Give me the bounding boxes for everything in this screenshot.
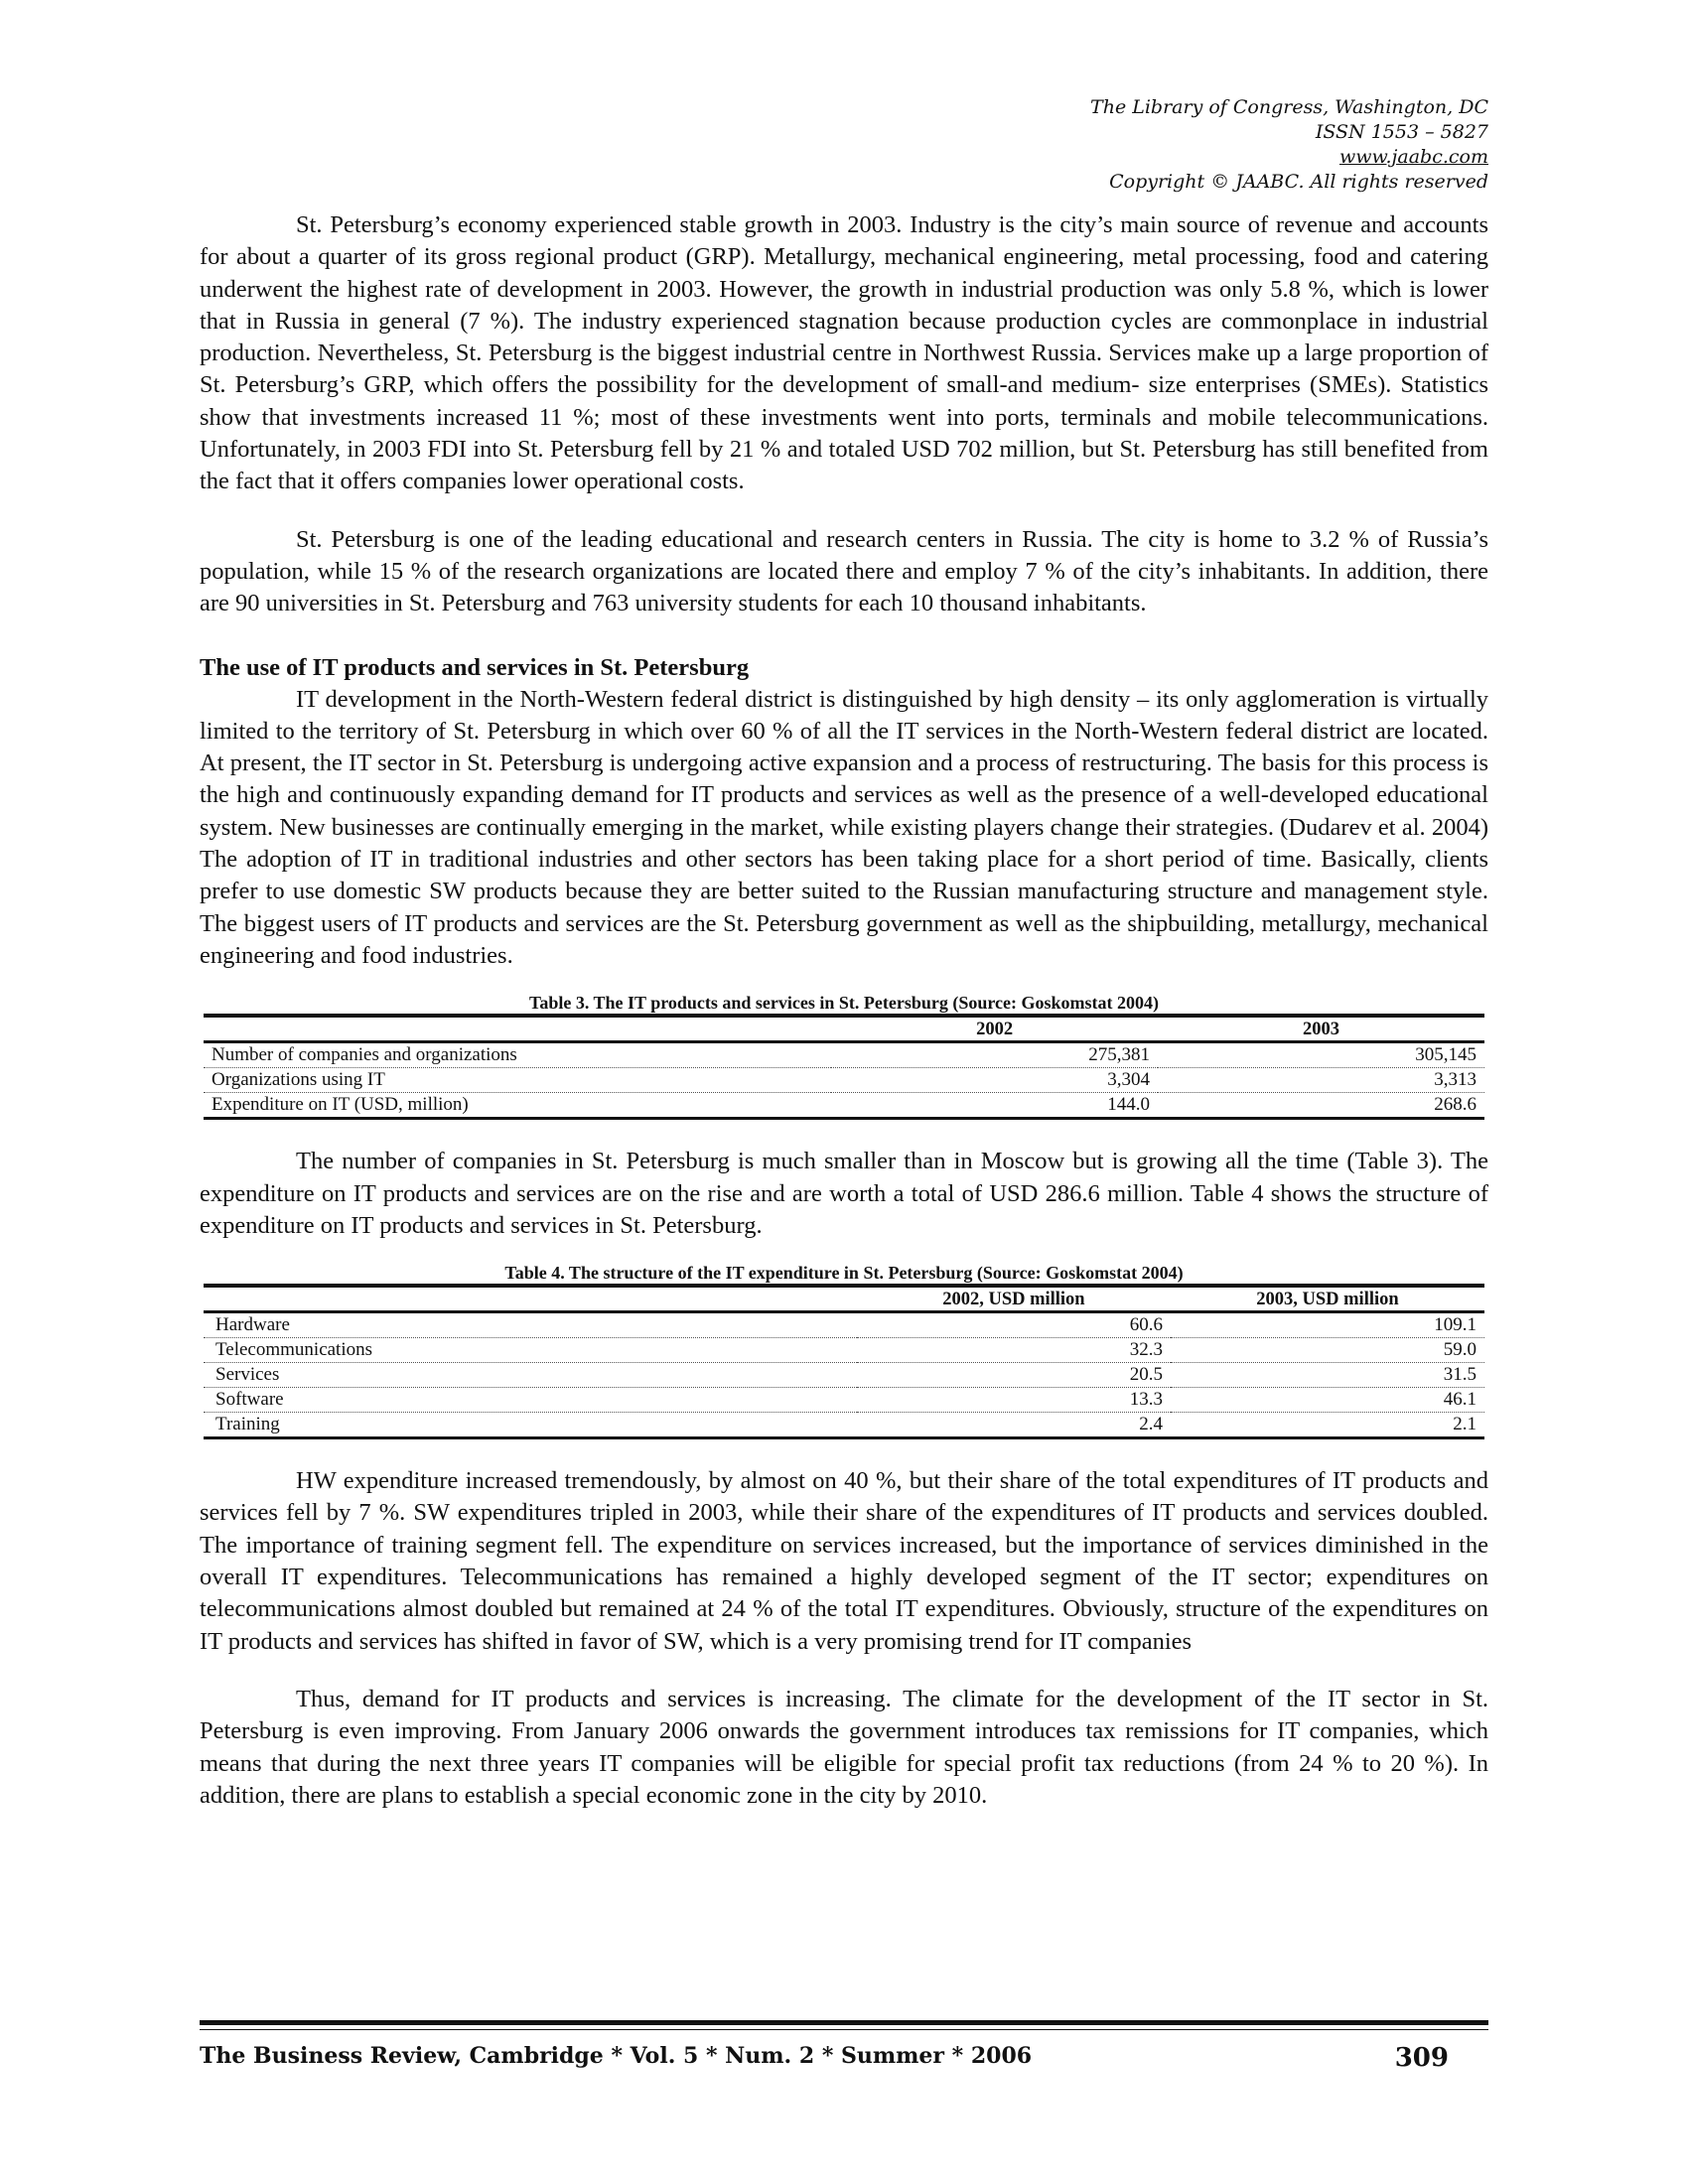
row-label: Expenditure on IT (USD, million) — [204, 1093, 831, 1119]
paragraph-hw-expenditure: HW expenditure increased tremendously, by almost on 40 %, but their share of the total expenditures of IT products and services fell by 7 %. SW expenditures tripled in 2003, while their share of the expenditures of IT products and services doubled. The importance of training segment fell. The expenditure on services increased, but the importance of services diminished in the overall IT expenditures. Telecommunications has remained a highly developed segment of the IT sector; expenditures on telecommunications almost doubled but remained at 24 % of the total IT expenditures. Obviously, structure of the expenditures on IT products and services has shifted in favor of SW, which is a very promising trend for IT companies — [200, 1467, 1488, 1655]
row-label: Hardware — [204, 1312, 857, 1338]
table-row — [204, 1042, 1484, 1068]
table3-header-2003: 2003 — [1303, 1020, 1340, 1040]
row-label: Number of companies and organizations — [204, 1042, 831, 1068]
footer-rule-thin — [200, 2029, 1488, 2030]
footer-rule-thick — [200, 2020, 1488, 2025]
value-2003: 268.6 — [1158, 1093, 1484, 1119]
row-label: Training — [204, 1413, 857, 1438]
table3-header-2002: 2002 — [976, 1020, 1014, 1040]
table4-header-row — [204, 1286, 1484, 1312]
header-library: The Library of Congress, Washington, DC — [1090, 96, 1488, 118]
table-row — [204, 1413, 1484, 1438]
paragraph-companies: The number of companies in St. Petersburg is much smaller than in Moscow but is growing all the time (Table 3). The expenditure on IT products and services are on the rise and are worth a total of USD 286.6 million. Table 4 shows the structure of expenditure on IT products and services in St. Petersburg. — [200, 1148, 1488, 1239]
value-2002: 20.5 — [857, 1363, 1171, 1388]
value-2003: 2.1 — [1171, 1413, 1484, 1438]
paragraph-education: St. Petersburg is one of the leading educational and research centers in Russia. The city is home to 3.2 % of Russia’s population, while 15 % of the research organizations are located there and employ 7 % of the city’s inhabitants. In addition, there are 90 universities in St. Petersburg and 763 university students for each 10 thousand inhabitants. — [200, 525, 1488, 617]
table4-header-2003: 2003, USD million — [1256, 1290, 1399, 1310]
table3-header-label — [204, 1016, 831, 1042]
table3-header-row — [204, 1016, 1484, 1042]
table-row — [204, 1388, 1484, 1413]
table-row — [204, 1363, 1484, 1388]
value-2002: 3,304 — [831, 1068, 1158, 1093]
footer-journal: The Business Review, Cambridge * Vol. 5 * Num. 2 * Summer * 2006 — [200, 2043, 1033, 2069]
header-issn: ISSN 1553 – 5827 — [1315, 121, 1488, 143]
value-2003: 31.5 — [1171, 1363, 1484, 1388]
value-2002: 144.0 — [831, 1093, 1158, 1119]
table-row — [204, 1312, 1484, 1338]
value-2003: 59.0 — [1171, 1338, 1484, 1363]
table3 — [204, 1014, 1484, 1120]
value-2002: 275,381 — [831, 1042, 1158, 1068]
value-2002: 2.4 — [857, 1413, 1171, 1438]
table4-header-label — [204, 1286, 857, 1312]
value-2003: 3,313 — [1158, 1068, 1484, 1093]
table-row — [204, 1338, 1484, 1363]
table-row — [204, 1093, 1484, 1119]
page-header — [1090, 95, 1488, 195]
page-footer — [200, 2043, 1488, 2073]
paragraph-economy: St. Petersburg’s economy experienced stable growth in 2003. Industry is the city’s main source of revenue and accounts for about a quarter of its gross regional product (GRP). Metallurgy, mechanical engineering, metal processing, food and catering underwent the highest rate of development in 2003. However, the growth in industrial production was only 5.8 %, which is lower that in Russia in general (7 %). The industry experienced stagnation because production cycles are commonplace in industrial production. Nevertheless, St. Petersburg is the biggest industrial centre in Northwest Russia. Services make up a large proportion of St. Petersburg’s GRP, which offers the possibility for the development of small-and medium- size enterprises (SMEs). Statistics show that investments increased 11 %; most of these investments went into ports, terminals and mobile telecommunications. Unfortunately, in 2003 FDI into St. Petersburg fell by 21 % and totaled USD 702 million, but St. Petersburg has still benefited from the fact that it offers companies lower operational costs. — [200, 211, 1488, 495]
paragraph-it-development: IT development in the North-Western federal district is distinguished by high density – its only agglomeration is virtually limited to the territory of St. Petersburg in which over 60 % of all the IT services in the North-Western federal district are located. At present, the IT sector in St. Petersburg is undergoing active expansion and a process of restructuring. The basis for this process is the high and continuously expanding demand for IT products and services as well as the presence of a well-developed educational system. New businesses are continually emerging in the market, while existing players change their strategies. (Dudarev et al. 2004) The adoption of IT in traditional industries and other sectors has been taking place for a short period of time. Basically, clients prefer to use domestic SW products because they are better suited to the Russian manufacturing structure and management style. The biggest users of IT products and services are the St. Petersburg government as well as the shipbuilding, metallurgy, mechanical engineering and food industries. — [200, 685, 1488, 969]
header-website-link[interactable]: www.jaabc.com — [1338, 146, 1488, 168]
value-2002: 32.3 — [857, 1338, 1171, 1363]
table4 — [204, 1284, 1484, 1439]
page-number: 309 — [1394, 2043, 1449, 2073]
row-label: Organizations using IT — [204, 1068, 831, 1093]
value-2003: 305,145 — [1158, 1042, 1484, 1068]
value-2002: 13.3 — [857, 1388, 1171, 1413]
table-row — [204, 1068, 1484, 1093]
table3-caption: Table 3. The IT products and services in St. Petersburg (Source: Goskomstat 2004) — [528, 993, 1160, 1014]
article-body — [200, 209, 1488, 1812]
table4-header-2002: 2002, USD million — [942, 1290, 1085, 1310]
value-2003: 109.1 — [1171, 1312, 1484, 1338]
row-label: Telecommunications — [204, 1338, 857, 1363]
section-heading: The use of IT products and services in St. Petersburg — [200, 653, 750, 681]
row-label: Software — [204, 1388, 857, 1413]
value-2002: 60.6 — [857, 1312, 1171, 1338]
paragraph-demand: Thus, demand for IT products and services is increasing. The climate for the development of the IT sector in St. Petersburg is even improving. From January 2006 onwards the government introduces tax remissions for IT companies, which means that during the next three years IT companies will be eligible for special profit tax reductions (from 24 % to 20 %). In addition, there are plans to establish a special economic zone in the city by 2010. — [200, 1685, 1488, 1809]
table4-caption: Table 4. The structure of the IT expenditure in St. Petersburg (Source: Goskomstat 2004) — [504, 1263, 1184, 1284]
value-2003: 46.1 — [1171, 1388, 1484, 1413]
row-label: Services — [204, 1363, 857, 1388]
header-copyright: Copyright © JAABC. All rights reserved — [1109, 171, 1488, 193]
